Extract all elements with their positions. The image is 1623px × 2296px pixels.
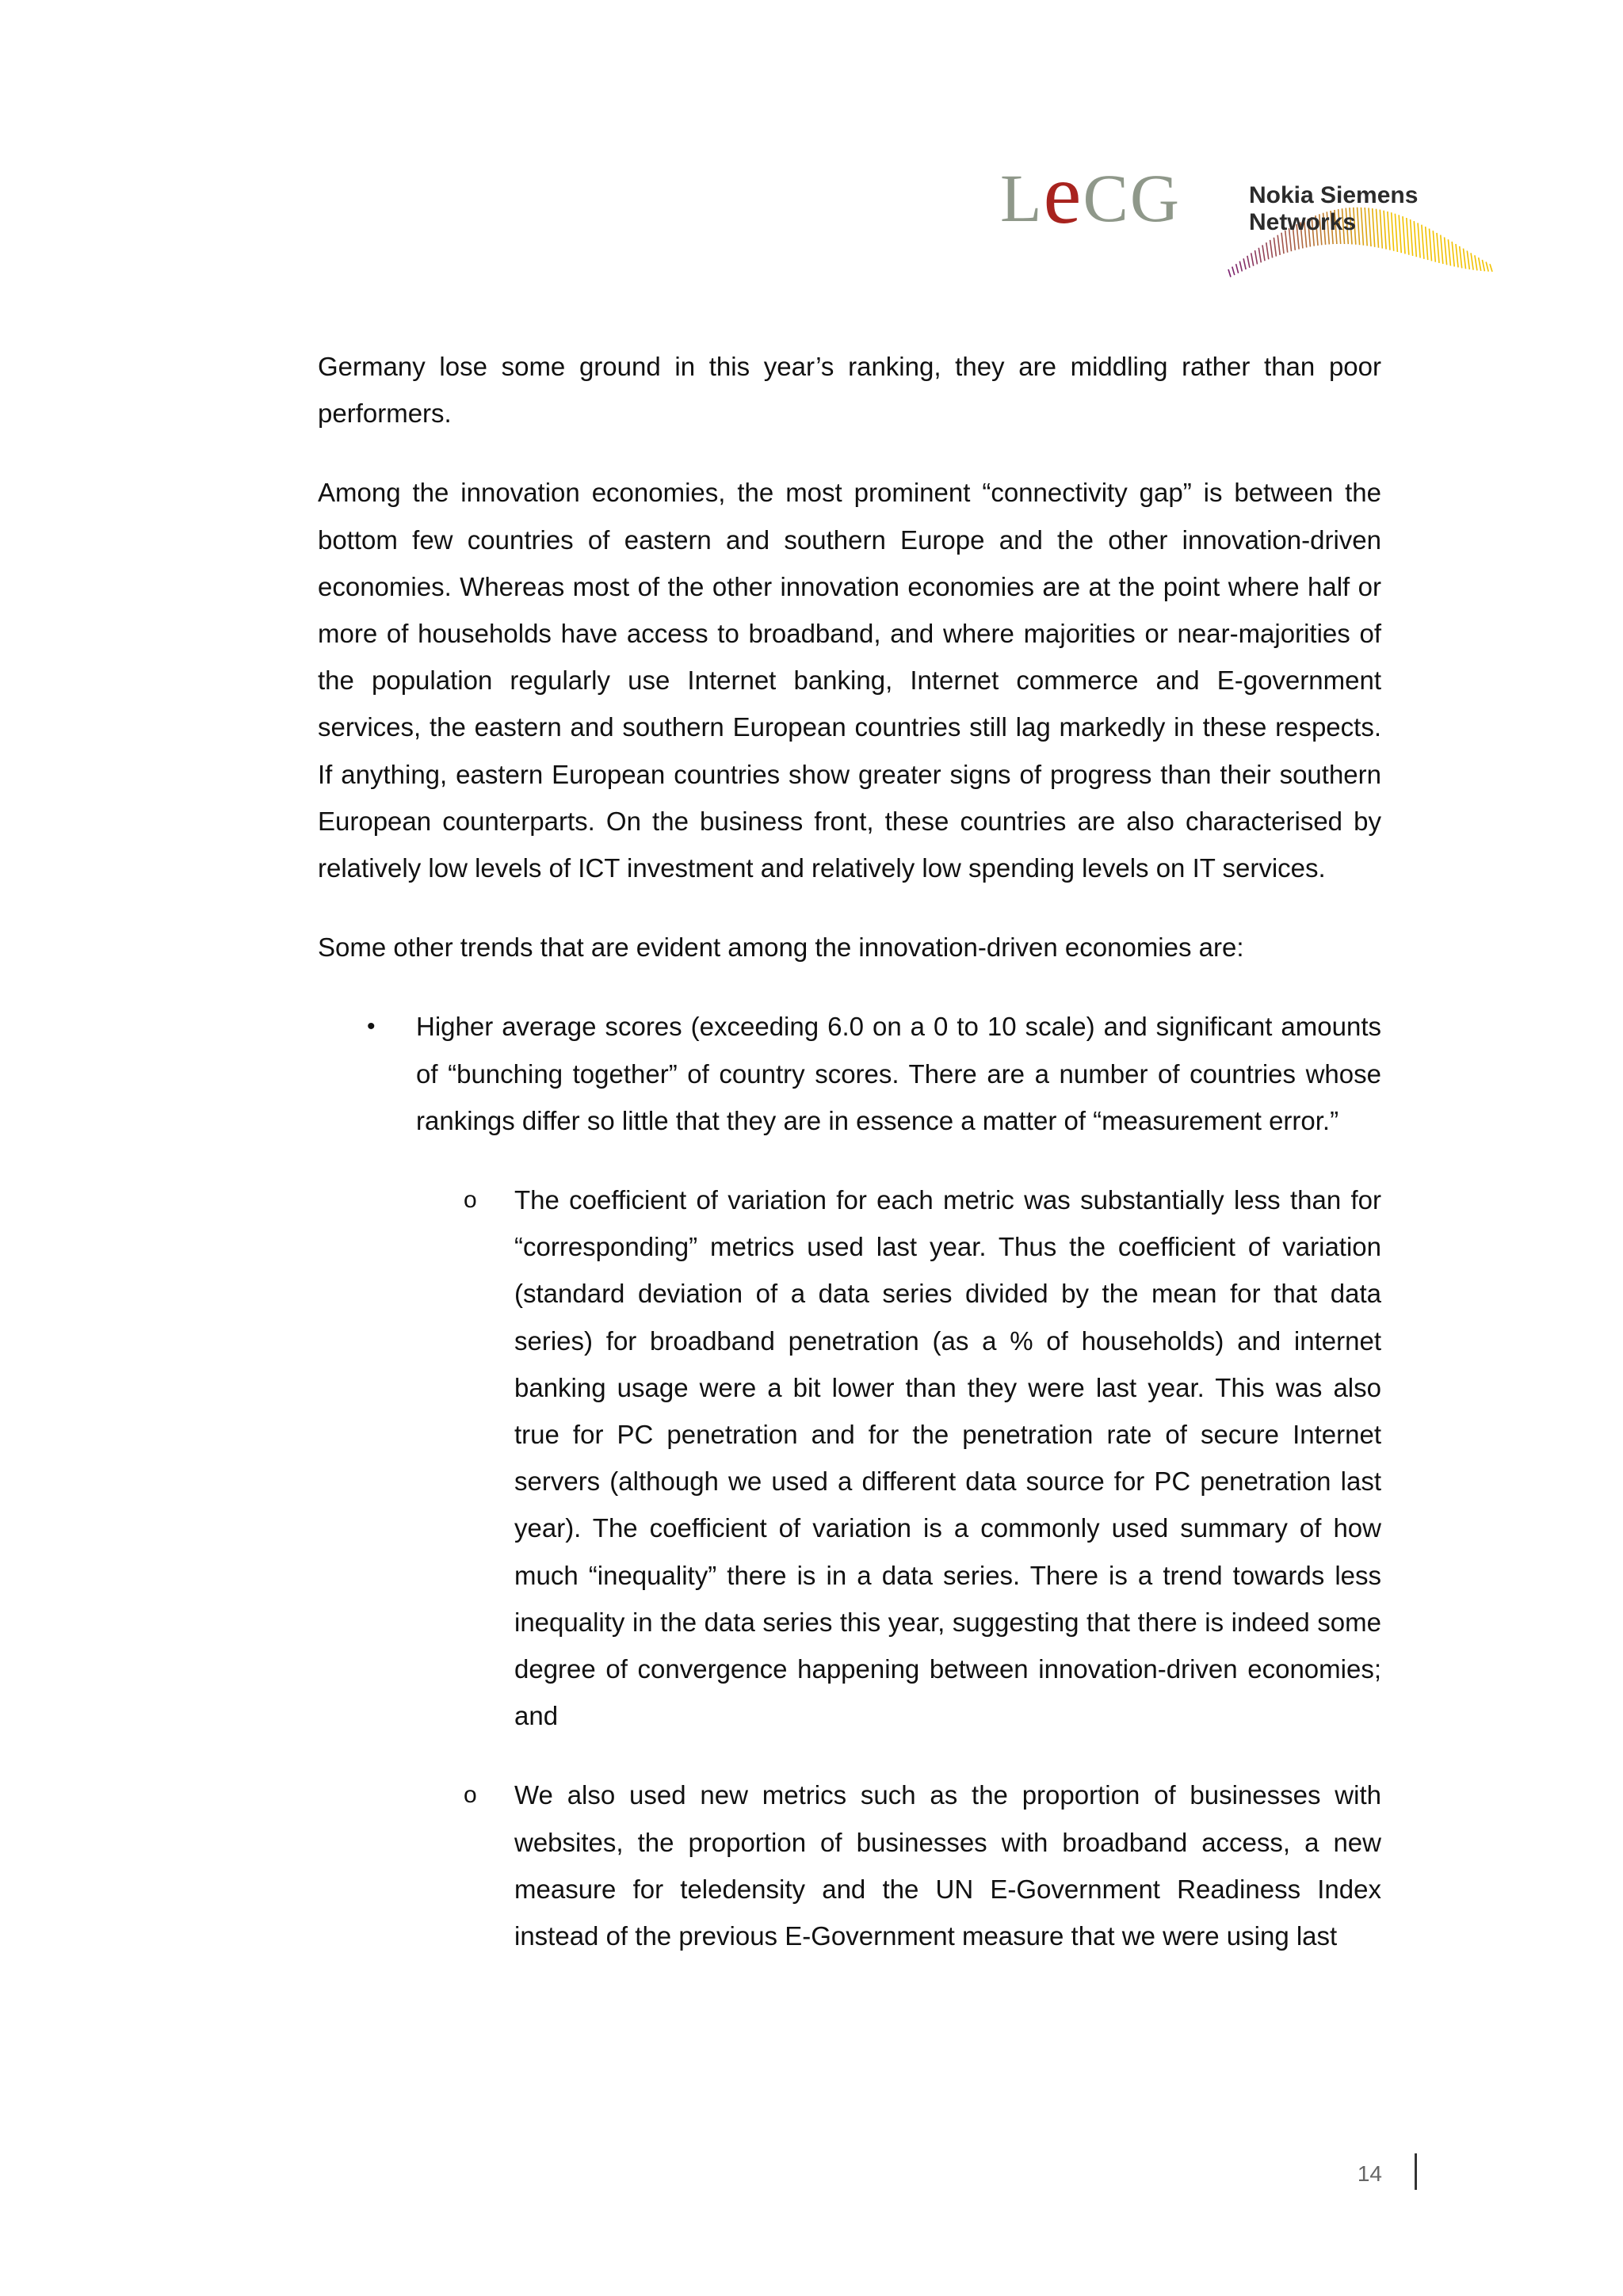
wave-stroke: [1255, 250, 1258, 265]
lecg-logo-cg: CG: [1083, 160, 1181, 236]
page-number-rule: [1415, 2153, 1417, 2190]
paragraph-other-trends: Some other trends that are evident among the innovation-driven economies are:: [318, 933, 1244, 963]
subbullet-text: We also used new metrics such as the proportion of businesses with websites, the proportion of businesses with broadband access, a new measure for teledensity and the UN E-Government Readiness Index instead of the previous E-Government measure that we were using last: [514, 1780, 1381, 1951]
wave-stroke: [1486, 262, 1488, 272]
nsn-logo-text: [1249, 182, 1418, 236]
paragraph-germany: Germany lose some ground in this year’s ranking, they are middling rather than poor performers.: [318, 352, 1381, 429]
subbullet-marker: o: [464, 1187, 477, 1214]
wave-stroke: [1475, 255, 1477, 270]
lecg-logo: [1000, 147, 1181, 242]
wave-stroke: [1274, 238, 1276, 257]
subbullet-item-coefficient: [318, 1177, 1381, 1739]
subbullet-marker: o: [464, 1782, 477, 1809]
wave-stroke: [1445, 237, 1447, 265]
wave-stroke: [1464, 249, 1466, 269]
wave-stroke: [1433, 231, 1435, 262]
document-body: [318, 343, 1381, 1992]
wave-stroke: [1426, 227, 1428, 260]
wave-stroke: [1232, 267, 1235, 276]
paragraph-connectivity-gap: Among the innovation economies, the most prominent “connectivity gap” is between the bottom few countries of eastern and southern Europe and the other innovation-driven economies. Whereas most of the other innovation economies are at the point where half or more of households have access to broadband, and where majorities or near-majorities of the population regularly use Internet banking, Internet commerce and E-government services, the eastern and southern European countries still lag markedly in these respects. If anything, eastern European countries show greater signs of progress than their southern European counterparts. On the business front, these countries are also characterised by relatively low levels of ICT investment and relatively low spending levels on IT services.: [318, 478, 1381, 883]
wave-stroke: [1467, 251, 1469, 270]
wave-stroke: [1460, 246, 1462, 269]
lecg-logo-l: L: [1000, 160, 1044, 236]
lecg-logo-e: e: [1043, 147, 1083, 242]
wave-stroke: [1251, 253, 1254, 265]
wave-stroke: [1482, 260, 1484, 271]
wave-stroke: [1418, 223, 1420, 257]
wave-stroke: [1243, 258, 1246, 269]
wave-stroke: [1270, 240, 1273, 258]
page-number: 14: [1357, 2161, 1382, 2186]
wave-stroke: [1448, 239, 1450, 265]
wave-stroke: [1266, 242, 1269, 259]
wave-stroke: [1430, 229, 1432, 261]
nsn-logo-line1: Nokia Siemens: [1249, 182, 1419, 208]
wave-stroke: [1437, 233, 1439, 263]
wave-stroke: [1236, 264, 1239, 273]
nsn-logo-line2: Networks: [1249, 209, 1357, 235]
wave-stroke: [1247, 256, 1250, 268]
wave-stroke: [1422, 225, 1424, 259]
wave-stroke: [1479, 257, 1481, 271]
bullet-item-higher-scores: [318, 1003, 1381, 1144]
subbullet-text: The coefficient of variation for each metric was substantially less than for “corresponding” metrics used last year. Thus the coefficient of variation (standard deviation of a data series divided by the mean for that data series) for broadband penetration (as a % of households) and internet banking usage were a bit lower than they were last year. This was also true for PC penetration and for the penetration rate of secure Internet servers (although we used a different data source for PC penetration last year). The coefficient of variation is a commonly used summary of how much “inequality” there is in a data series. There is a trend towards less inequality in the data series this year, suggesting that there is indeed some degree of convergence happening between innovation-driven economies; and: [514, 1185, 1381, 1731]
wave-stroke: [1228, 269, 1231, 277]
wave-stroke: [1258, 248, 1261, 263]
wave-stroke: [1262, 245, 1265, 261]
page-header: [0, 0, 1623, 317]
subbullet-item-new-metrics: [318, 1772, 1381, 1959]
wave-stroke: [1490, 264, 1492, 272]
wave-stroke: [1441, 235, 1443, 265]
wave-stroke: [1239, 261, 1242, 272]
wave-stroke: [1277, 235, 1280, 255]
bullet-marker: •: [367, 1013, 376, 1040]
wave-stroke: [1456, 244, 1458, 268]
wave-stroke: [1452, 242, 1454, 266]
bullet-text: Higher average scores (exceeding 6.0 on a 0 to 10 scale) and significant amounts of “bunching together” of country scores. There are a number of countries whose rankings differ so little that they are in essence a matter of “measurement error.”: [416, 1012, 1381, 1135]
wave-stroke: [1471, 253, 1473, 269]
